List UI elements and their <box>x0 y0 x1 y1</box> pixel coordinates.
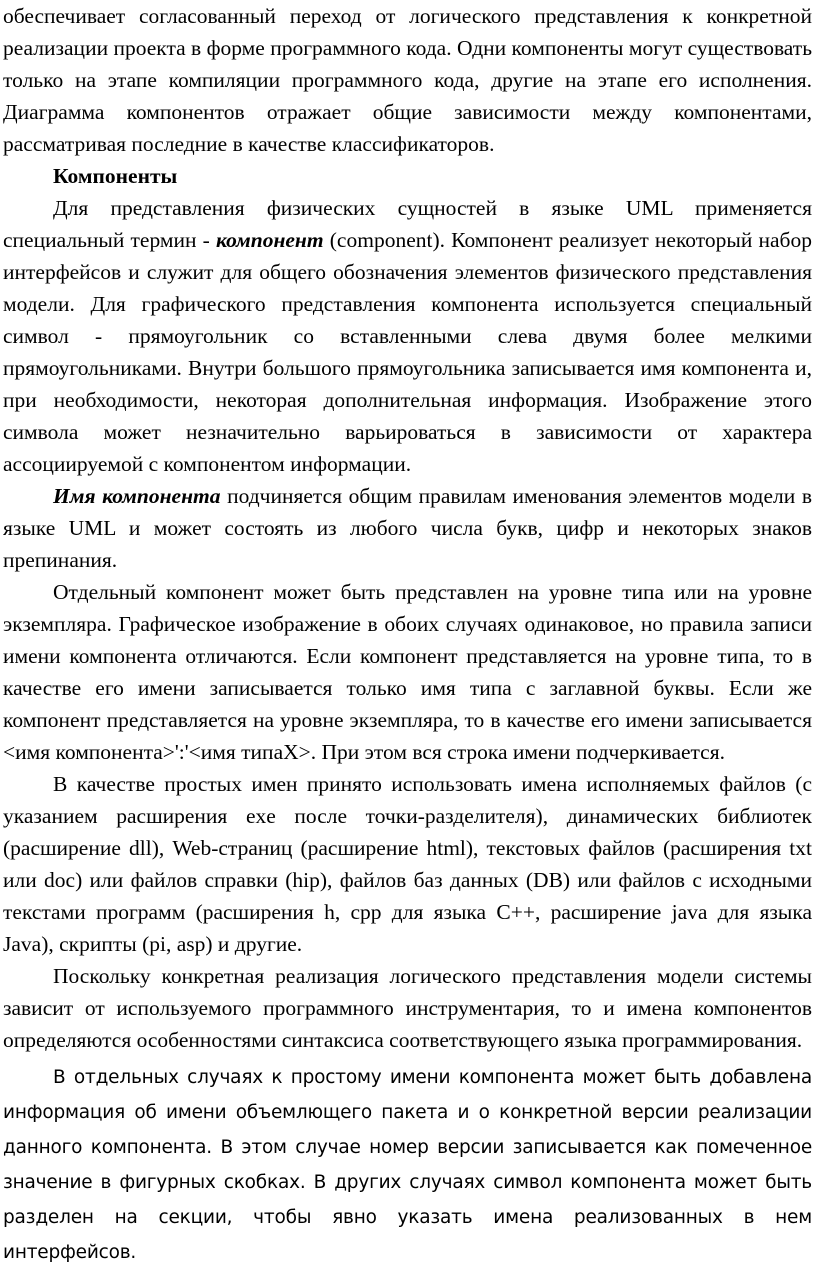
paragraph-component-name <box>3 480 812 576</box>
term-component: компонент <box>216 228 324 252</box>
paragraph-type-instance: Отдельный компонент может быть представлен на уровне типа или на уровне экземпляра. Графическое изображение в обоих случаях одинаковое, но правила записи имени компонента отличаются. Если компонент представляется на уровне типа, то в качестве его имени записывается только имя типа с заглавной буквы. Если же компонент представляется на уровне экземпляра, то в качестве его имени записывается <имя компонента>':'<имя типаХ>. При этом вся строка имени подчеркивается. <box>3 580 812 764</box>
paragraph-text: (component). Компонент реализует некоторый набор интерфейсов и служит для общего обозначения элементов физического представления модели. Для графического представления компонента используется специальный символ - прямоугольник со вставленными слева двумя более мелкими прямоугольниками. Внутри большого прямоугольника записывается имя компонента и, при необходимости, некоторая дополнительная информация. Изображение этого символа может незначительно варьироваться в зависимости от характера ассоциируемой с компонентом информации. <box>3 228 812 476</box>
paragraph-continuation: обеспечивает согласованный переход от логического представления к конкретной реализации проекта в форме программного кода. Одни компоненты могут существовать только на этапе компиляции программного кода, другие на этапе его исполнения. Диаграмма компонентов отражает общие зависимости между компонентами, рассматривая последние в качестве классификаторов. <box>3 4 812 156</box>
paragraph-versions: В отдельных случаях к простому имени компонента может быть добавлена информация об имени объемлющего пакета и о конкретной версии реализации данного компонента. В этом случае номер версии записывается как помеченное значение в фигурных скобках. В других случаях символ компонента может быть разделен на секции, чтобы явно указать имена реализованных в нем интерфейсов. <box>3 1067 812 1263</box>
paragraph-implementation: Поскольку конкретная реализация логического представления модели системы зависит от используемого программного инструментария, то и имена компонентов определяются особенностями синтаксиса соответствующего языка программирования. <box>3 964 812 1052</box>
term-component-name: Имя компонента <box>53 484 221 508</box>
paragraph-simple-names: В качестве простых имен принято использовать имена исполняемых файлов (с указанием расширения exe после точки-разделителя), динамических библиотек (расширение dll), Web-страниц (расширение html), текстовых файлов (расширения txt или doc) или файлов справки (hip), файлов баз данных (DB) или файлов с исходными текстами программ (расширения h, cpp для языка С++, расширение java для языка Java), скрипты (pi, asp) и другие. <box>3 772 812 956</box>
paragraph-text: подчиняется общим правилам именования элементов модели в языке UML и может состоять из любого числа букв, цифр и некоторых знаков препинания. <box>3 484 812 572</box>
paragraph-text: Для представления физических сущностей в языке UML применяется специальный термин - <box>3 196 812 252</box>
section-heading: Компоненты <box>53 164 178 188</box>
paragraph-component-definition <box>3 192 812 480</box>
